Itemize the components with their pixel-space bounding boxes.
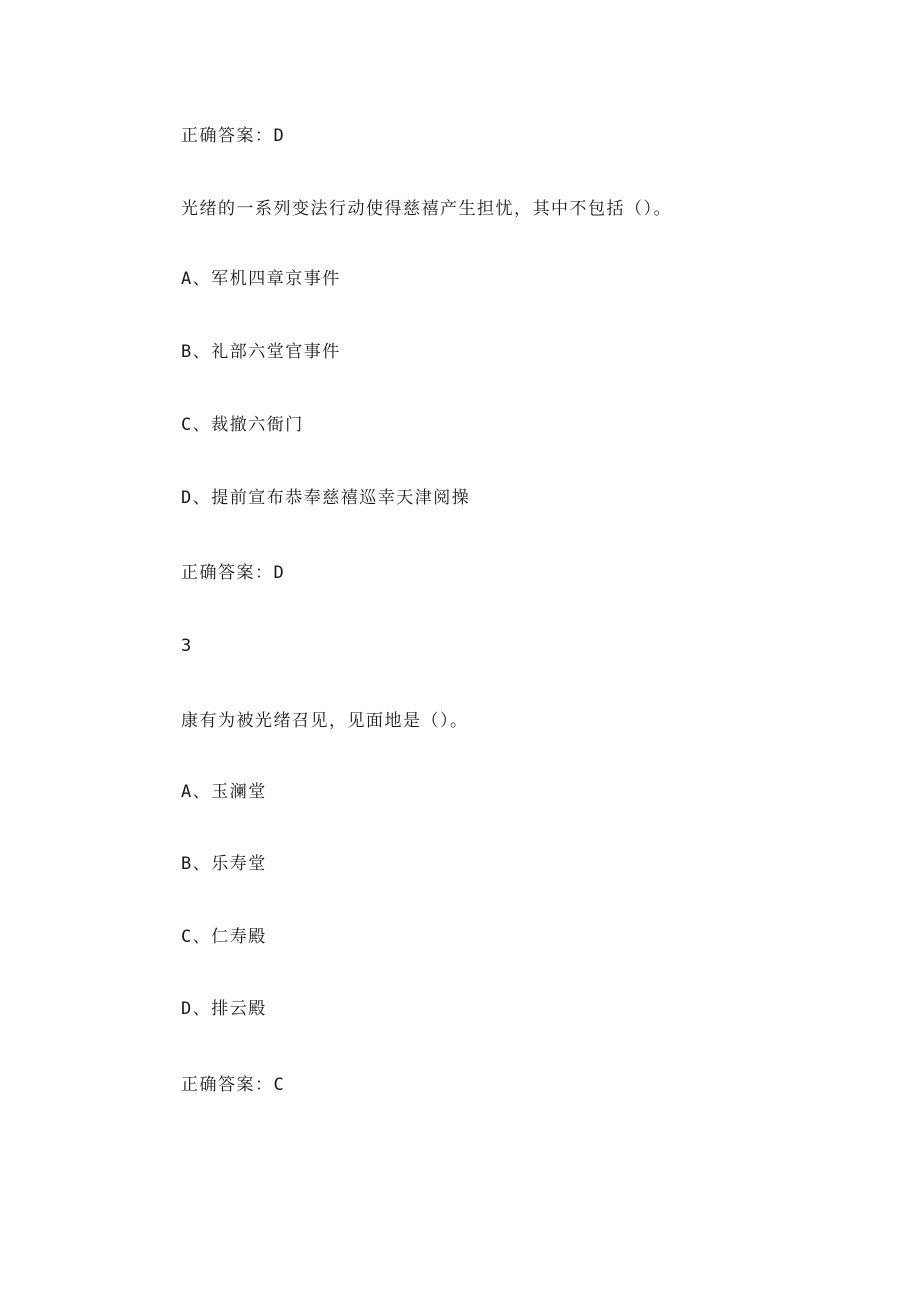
question-number: 3 [181, 636, 193, 656]
option-d: D、提前宣布恭奉慈禧巡幸天津阅操 [181, 488, 471, 508]
option-b: B、礼部六堂官事件 [181, 342, 341, 362]
option-d: D、排云殿 [181, 999, 267, 1019]
question-text: 光绪的一系列变法行动使得慈禧产生担忧，其中不包括（）。 [181, 199, 672, 219]
option-a: A、军机四章京事件 [181, 269, 341, 289]
answer-line: 正确答案：D [181, 126, 286, 146]
answer-line: 正确答案：C [181, 1075, 286, 1095]
option-c: C、仁寿殿 [181, 927, 267, 947]
answer-line: 正确答案：D [181, 563, 286, 583]
option-c: C、裁撤六衙门 [181, 415, 304, 435]
option-b: B、乐寿堂 [181, 854, 267, 874]
option-a: A、玉澜堂 [181, 782, 267, 802]
question-text: 康有为被光绪召见，见面地是（）。 [181, 711, 469, 731]
